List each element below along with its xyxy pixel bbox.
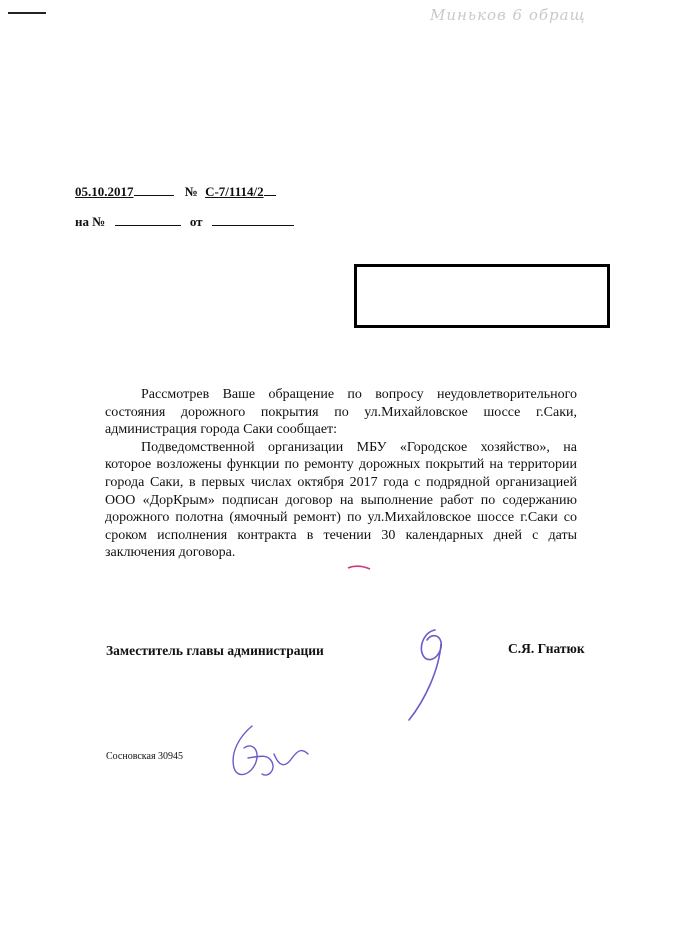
paragraph-1: Рассмотрев Ваше обращение по вопросу неудовлетворительного состояния дорожного покрытия по ул.Михайловское шоссе г.Саки, администрация города Саки сообщает: (105, 387, 577, 438)
in-reply-number-blank (115, 213, 181, 226)
top-dash-mark (8, 12, 46, 14)
ink-mark (340, 560, 380, 574)
redacted-addressee-box (354, 264, 610, 328)
faint-handwritten-note: Миньков 6 обращ (430, 6, 586, 24)
initials-signature-icon (222, 718, 312, 788)
in-reply-prefix: на № (75, 214, 106, 229)
paragraph-2: Подведомственной организации МБУ «Городское хозяйство», на которое возложены функции по ремонту дорожных покрытий на территории города Саки, в первых числах октября 2017 года с подрядной организацией ООО «ДорКрым» подписан договор на выполнение работ по содержанию дорожного полотна (ямочный ремонт) по ул.Михайловское шоссе г.Саки со сроком исполнения контракта в течении 30 календарных дней с даты заключения договора. (105, 439, 577, 561)
outgoing-reference (75, 183, 276, 200)
signatory-name: С.Я. Гнатюк (508, 641, 585, 656)
in-reply-date-blank (212, 213, 294, 226)
letter-body (105, 386, 577, 562)
reference-number: С-7/1114/2 (205, 184, 264, 199)
signature-icon (395, 620, 465, 730)
reference-number-sign: № (184, 184, 198, 199)
in-reply-from-label: от (189, 214, 203, 229)
executor-note: Сосновская 30945 (106, 751, 184, 762)
incoming-reference (75, 213, 294, 230)
reference-date: 05.10.2017 (75, 184, 134, 199)
signatory-title: Заместитель главы администрации (106, 643, 324, 658)
